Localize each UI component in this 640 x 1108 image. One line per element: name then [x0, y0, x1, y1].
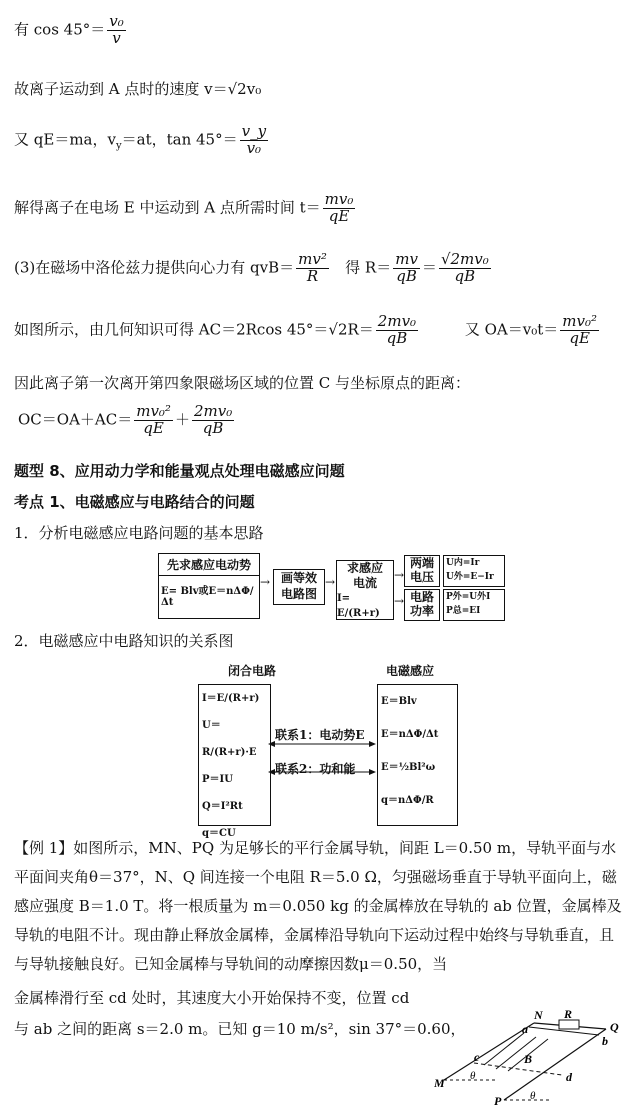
label-M: M	[434, 1076, 445, 1090]
link-arrows	[268, 738, 376, 778]
example-1-line-2: 金属棒滑行至 cd 处时，其速度大小开始保持不变，位置 cd	[14, 989, 410, 1007]
box-power-formulas: P外=U外I P总=EI	[443, 589, 505, 621]
label-closed-circuit: 闭合电路	[228, 664, 277, 678]
label-c: c	[474, 1050, 480, 1064]
example-1-paragraph: 【例 1】如图所示，MN、PQ 为足够长的平行金属导轨，间距 L＝0.50 m，导轨平面与水平面间夹角θ＝37°，N、Q 间连接一个电阻 R＝5.0 Ω，匀强磁场垂直于导轨平面向上，磁感应强度 B＝1.0 T。将一根质量为 m＝0.050 kg 的金属棒放在导轨的 ab 位置，金属棒及导轨的电阻不计。现由静止释放金属棒，金属棒沿导轨向下运动过程中始终与导轨垂直，且与导轨接触良好。已知金属棒与导轨间的动摩擦因数μ＝0.50，当	[14, 839, 622, 973]
eq-tan45: 又 qE＝ma，$v_y=at$，tan 45°＝ $\frac{v\_y}{\text{v₀}}$	[14, 122, 267, 157]
link-work-energy: 联系2：功和能	[275, 762, 356, 776]
incline-rails-figure	[434, 1005, 630, 1105]
heading-approach: 1．分析电磁感应电路问题的基本思路	[14, 524, 264, 542]
label-N: N	[534, 1008, 543, 1022]
label-em-induction: 电磁感应	[386, 664, 435, 678]
box-equivalent-circuit: 画等效 电路图	[273, 569, 325, 605]
label-B: B	[524, 1052, 533, 1066]
eq-radius-R: (3)在磁场中洛伦兹力提供向心力有 qvB＝ $\frac{\text{mv²}}{R}$ 得 R＝ $\frac{mv}{qB}$ ＝ $\frac{\text{√2mv₀}}{qB}$	[14, 250, 489, 285]
box-voltage-formulas: U内=Ir U外=E−Ir	[443, 555, 505, 587]
heading-point1: 考点 1、电磁感应与电路结合的问题	[14, 493, 255, 511]
label-Q: Q	[610, 1020, 619, 1034]
label-b: b	[602, 1034, 608, 1048]
eq-cos45: 有 cos 45°＝ $\frac{\text{v₀}}{v}$	[14, 12, 124, 47]
box-terminal-voltage: 两端 电压	[404, 555, 440, 587]
label-theta-2: θ	[530, 1090, 536, 1102]
eq-OC: OC＝OA＋AC＝ $\frac{\text{mv₀²}}{qE}$ ＋ $\frac{\text{2mv₀}}{qB}$	[18, 402, 233, 437]
link-emf: 联系1：电动势E	[275, 728, 365, 742]
box-current: 求感应 电流 I= E/(R+r)	[336, 560, 394, 620]
label-P: P	[494, 1094, 502, 1105]
label-R: R	[564, 1007, 573, 1021]
eq-time-t: 解得离子在电场 E 中运动到 A 点所需时间 t＝ $\frac{\text{mv₀}}{qE}$	[14, 190, 354, 225]
box-em-induction: E＝Blv E＝nΔΦ/Δt E＝½Bl²ω q＝nΔΦ/R	[377, 684, 458, 826]
eq-velocity-A: 故离子运动到 A 点时的速度 v＝√2v₀	[14, 80, 262, 98]
eq-AC-OA: 如图所示，由几何知识可得 AC＝2Rcos 45°＝√2R＝ $\frac{\text{2mv₀}}{qB}$ 又 OA＝v₀t＝ $\frac{\text{mv₀²}}{qE}$	[14, 312, 597, 347]
label-theta-1: θ	[470, 1070, 476, 1082]
heading-type8: 题型 8、应用动力学和能量观点处理电磁感应问题	[14, 462, 345, 480]
box-emf: 先求感应电动势 E= Blv或E＝nΔΦ/Δt	[158, 553, 260, 619]
box-circuit-power: 电路 功率	[404, 589, 440, 621]
label-d: d	[566, 1070, 572, 1084]
example-1-line-3: 与 ab 之间的距离 s＝2.0 m。已知 g＝10 m/s²，sin 37°＝0.60，	[14, 1020, 466, 1038]
label-a: a	[522, 1022, 528, 1036]
text-distance-intro: 因此离子第一次离开第四象限磁场区域的位置 C 与坐标原点的距离：	[14, 374, 471, 392]
heading-relation-chart: 2．电磁感应中电路知识的关系图	[14, 632, 234, 650]
box-closed-circuit: I＝E/(R+r) U＝R/(R+r)·E P＝IU Q＝I²Rt q＝CU	[198, 684, 271, 826]
